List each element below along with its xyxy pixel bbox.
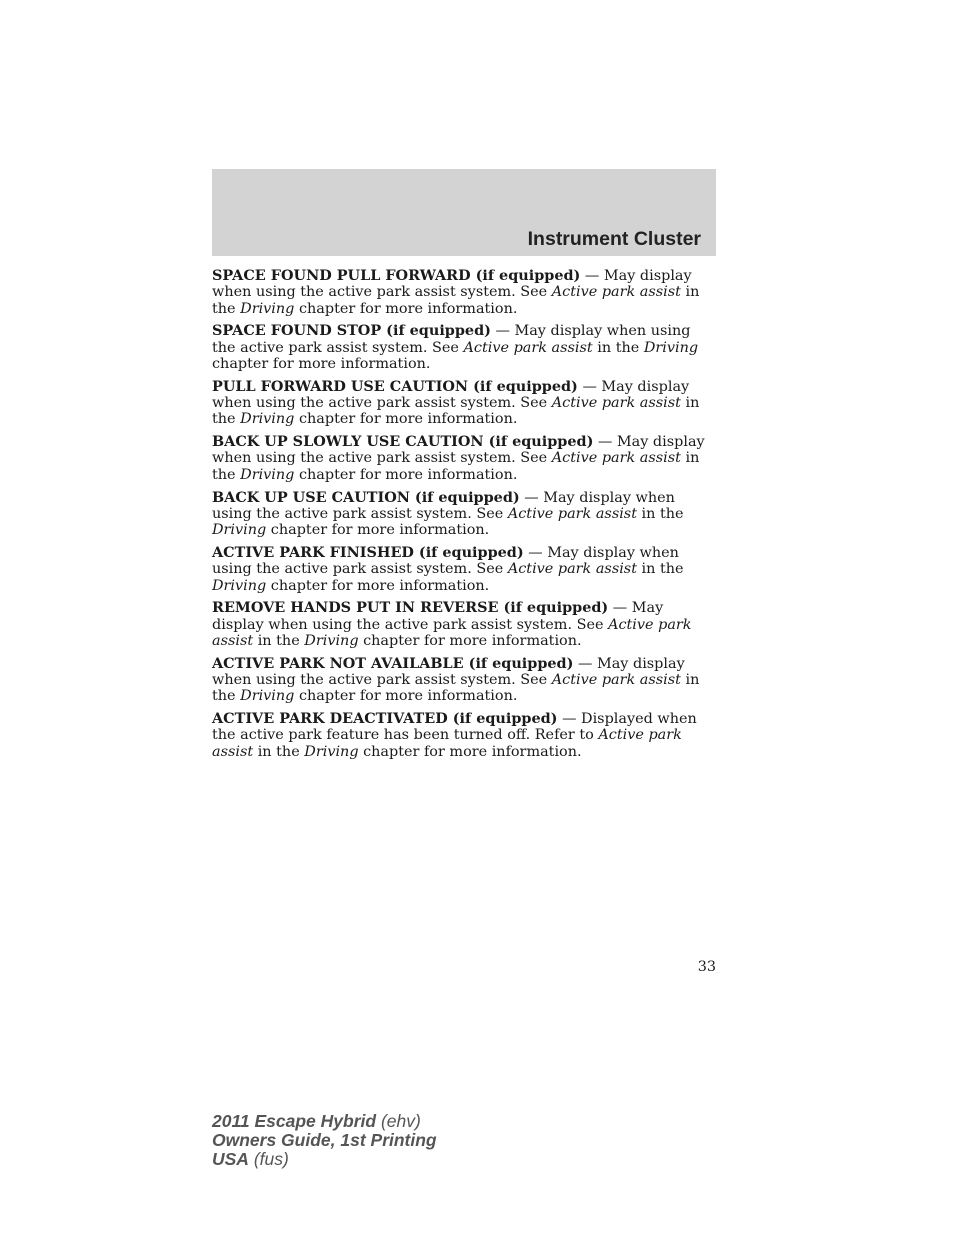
entry-text: in the bbox=[212, 450, 700, 483]
entry-text: — May display when using the active park assist system. See bbox=[212, 268, 692, 301]
footer-line-model bbox=[212, 1112, 437, 1131]
entry-text: — May display when using the active park assist system. See bbox=[212, 600, 664, 633]
entry-chapter: Driving bbox=[240, 466, 295, 483]
entry-chapter: Driving bbox=[643, 339, 699, 356]
entry-reference: Active park assist bbox=[463, 339, 593, 356]
section-header-band bbox=[212, 169, 716, 256]
entry-reference: Active park assist bbox=[551, 450, 681, 467]
footer-market: USA bbox=[212, 1149, 249, 1169]
entry-term: ACTIVE PARK FINISHED (if equipped) bbox=[212, 543, 524, 561]
entry-reference: Active park assist bbox=[212, 616, 692, 649]
entry-chapter: Driving bbox=[212, 522, 267, 539]
entry-text: in the bbox=[636, 561, 684, 578]
entry-text: chapter for more information. bbox=[212, 355, 431, 372]
footer-model-name: 2011 Escape Hybrid bbox=[212, 1111, 377, 1131]
entry-text: — May display when using the active park assist system. See bbox=[212, 655, 685, 689]
entry-back-up-slowly-use-caution bbox=[212, 434, 717, 483]
entry-term: ACTIVE PARK NOT AVAILABLE (if equipped) bbox=[212, 654, 574, 672]
entry-text: chapter for more information. bbox=[294, 300, 518, 317]
entry-remove-hands-put-in-reverse bbox=[212, 600, 717, 649]
entry-term: BACK UP SLOWLY USE CAUTION (if equipped) bbox=[212, 433, 594, 451]
entry-term: REMOVE HANDS PUT IN REVERSE (if equipped) bbox=[212, 599, 609, 617]
entry-chapter: Driving bbox=[212, 577, 267, 594]
entry-text: in the bbox=[636, 505, 684, 522]
footer-edition: Owners Guide, 1st Printing bbox=[212, 1130, 437, 1150]
section-title: Instrument Cluster bbox=[527, 228, 701, 250]
entry-reference: Active park assist bbox=[551, 672, 681, 689]
entry-text: — May display when using the active park assist system. See bbox=[212, 434, 705, 467]
entry-reference: Active park assist bbox=[507, 561, 637, 578]
entry-term: SPACE FOUND STOP (if equipped) bbox=[212, 322, 491, 340]
entry-text: in the bbox=[212, 395, 700, 428]
entry-reference: Active park assist bbox=[507, 505, 637, 522]
entry-reference: Active park assist bbox=[551, 395, 681, 412]
entry-chapter: Driving bbox=[304, 632, 359, 649]
entry-text: — May display when using the active park assist system. See bbox=[212, 323, 691, 356]
entry-text: chapter for more information. bbox=[294, 466, 518, 483]
entry-reference: Active park assist bbox=[551, 284, 681, 301]
footer-market-code: (fus) bbox=[248, 1149, 289, 1169]
footer-line-edition bbox=[212, 1131, 437, 1150]
entry-text: chapter for more information. bbox=[294, 688, 518, 705]
entry-term: SPACE FOUND PULL FORWARD (if equipped) bbox=[212, 267, 581, 284]
entry-text: in the bbox=[212, 672, 700, 705]
entry-text: in the bbox=[253, 632, 305, 649]
entry-term: PULL FORWARD USE CAUTION (if equipped) bbox=[212, 377, 578, 395]
entry-text: chapter for more information. bbox=[266, 577, 490, 594]
entry-text: in the bbox=[592, 339, 644, 356]
entry-text: in the bbox=[253, 743, 305, 760]
entry-active-park-deactivated bbox=[212, 711, 717, 760]
page-number: 33 bbox=[697, 959, 716, 975]
entry-pull-forward-use-caution bbox=[212, 379, 717, 428]
entry-space-found-stop bbox=[212, 323, 717, 372]
entry-term: BACK UP USE CAUTION (if equipped) bbox=[212, 488, 520, 506]
entry-chapter: Driving bbox=[240, 300, 295, 317]
footer-model-code: (ehv) bbox=[376, 1111, 421, 1131]
entry-reference: Active park assist bbox=[212, 727, 682, 760]
entry-text: chapter for more information. bbox=[266, 522, 490, 539]
entry-text: — Displayed when the active park feature has been turned off. Refer to bbox=[212, 711, 697, 744]
entry-active-park-finished bbox=[212, 545, 717, 594]
entry-chapter: Driving bbox=[240, 411, 295, 428]
entry-space-found-pull-forward bbox=[212, 268, 717, 317]
entry-chapter: Driving bbox=[304, 743, 359, 760]
content-body bbox=[212, 268, 717, 767]
footer-line-market bbox=[212, 1150, 437, 1169]
entry-text: chapter for more information. bbox=[358, 743, 582, 760]
entry-active-park-not-available bbox=[212, 656, 717, 705]
entry-back-up-use-caution bbox=[212, 490, 717, 539]
entry-text: — May display when using the active park assist system. See bbox=[212, 378, 690, 412]
entry-text: — May display when using the active park assist system. See bbox=[212, 544, 679, 578]
entry-text: chapter for more information. bbox=[358, 632, 582, 649]
entry-text: chapter for more information. bbox=[294, 411, 518, 428]
entry-text: — May display when using the active park assist system. See bbox=[212, 489, 675, 522]
entry-text: in the bbox=[212, 284, 700, 317]
document-footer bbox=[212, 1112, 437, 1169]
entry-chapter: Driving bbox=[240, 688, 295, 705]
entry-term: ACTIVE PARK DEACTIVATED (if equipped) bbox=[212, 710, 558, 728]
